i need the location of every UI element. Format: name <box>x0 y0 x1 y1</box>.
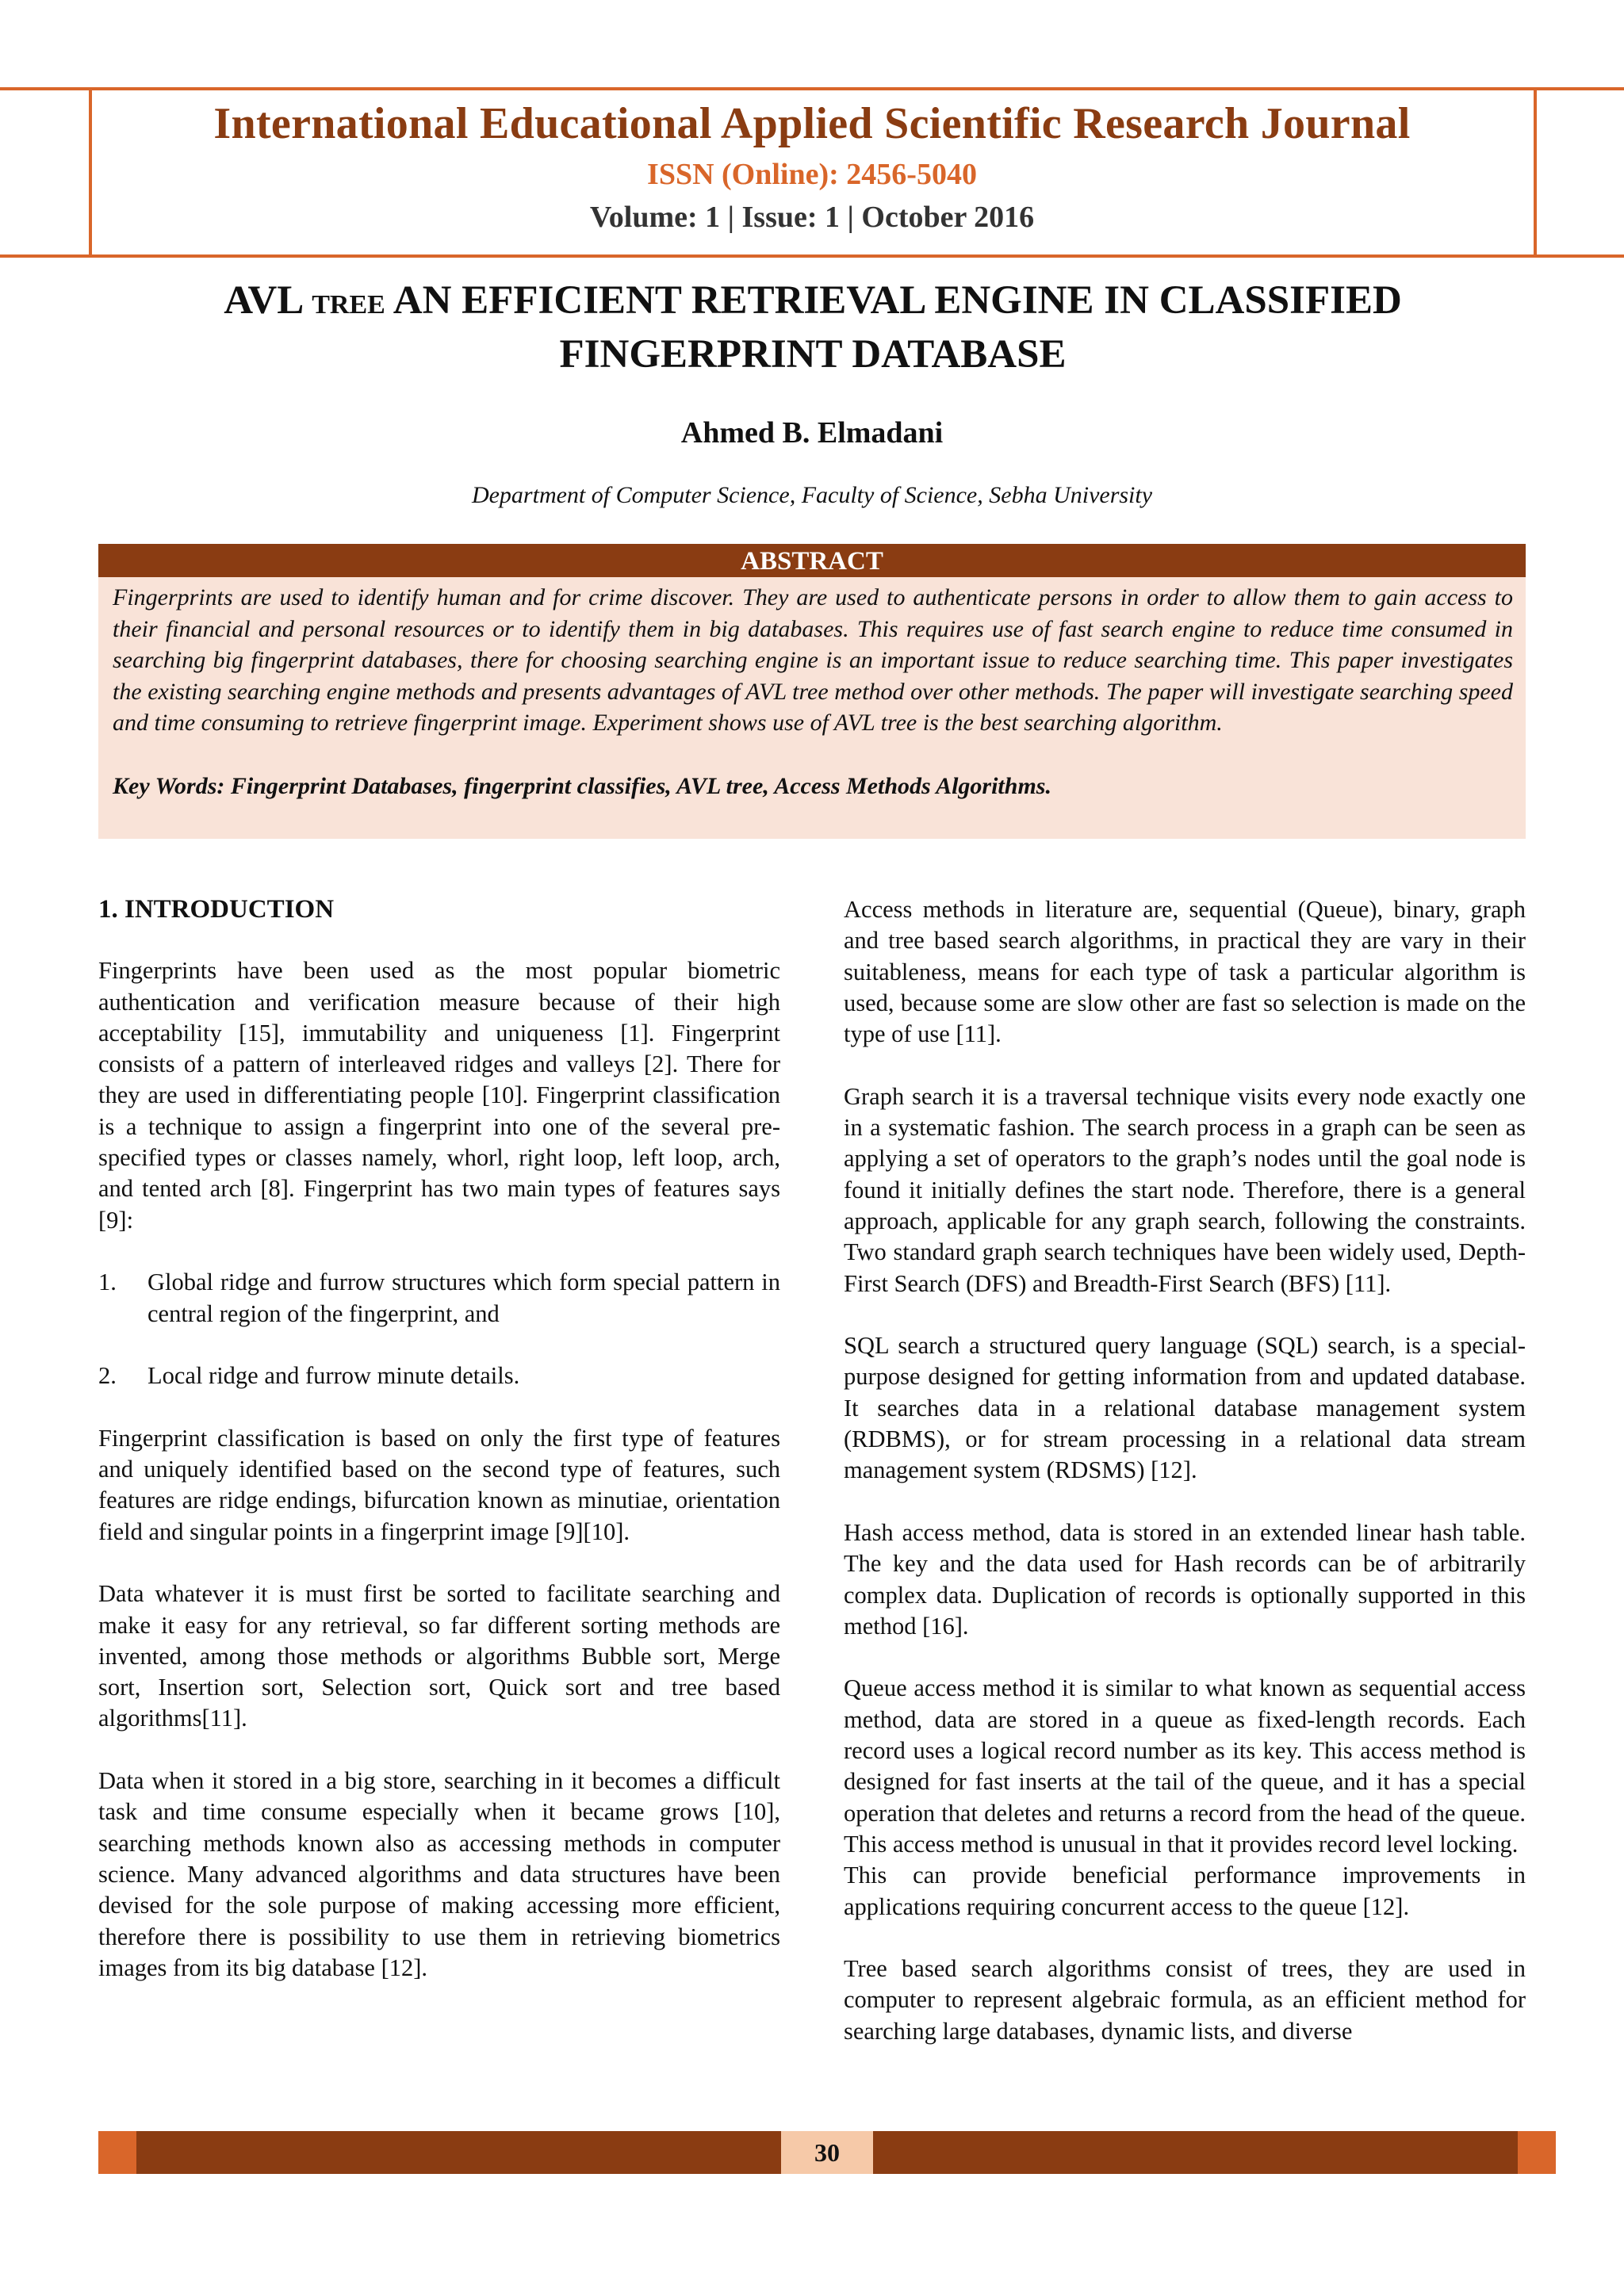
list-item <box>98 1360 780 1391</box>
journal-volume-issue: Volume: 1 | Issue: 1 | October 2016 <box>589 201 1035 234</box>
paper-title-line2: FINGERPRINT DATABASE <box>559 332 1067 377</box>
left-column <box>98 894 780 2015</box>
paper-title <box>103 276 1522 379</box>
list-item-text: Local ridge and furrow minute details. <box>147 1362 520 1390</box>
journal-title: International Educational Applied Scientific Research Journal <box>213 99 1411 148</box>
section-heading-introduction: 1. INTRODUCTION <box>98 895 335 924</box>
journal-issn: ISSN (Online): 2456-5040 <box>647 158 977 191</box>
access-methods-paragraph: Access methods in literature are, sequential (Queue), binary, graph and tree based search algorithms, in practical they are vary in their suitableness, means for each type of task a particular algorithm is used, because some are slow other are fast so selection is made on the type of use [11]. <box>844 896 1526 1048</box>
paper-title-small: TREE <box>312 290 385 320</box>
abstract-text: Fingerprints are used to identify human and for crime discover. They are used to authenticate persons in order to allow them to gain access to their financial and personal resources or to identify them in big databases. This requires use of fast search engine to reduce time consumed in searching big fingerprint databases, there for choosing searching engine is an important issue to reduce searching time. This paper investigates the existing searching engine methods and presents advantages of AVL tree method over other methods. The paper will investigate searching speed and time consuming to retrieve fingerprint image. Experiment shows use of AVL tree is the best searching algorithm. <box>113 584 1513 736</box>
abstract-keywords: Key Words: Fingerprint Databases, fingerprint classifies, AVL tree, Access Methods Algorithms. <box>113 772 1051 799</box>
sql-search-paragraph: SQL search a structured query language (SQL) search, is a special-purpose designed for getting information from and updated database. It searches data in a relational database management system (RDBMS), or for stream processing in a relational data stream management system (RDSMS) [12]. <box>844 1332 1526 1484</box>
list-item-text: Global ridge and furrow structures which form special pattern in central region of the fingerprint, and <box>147 1269 780 1327</box>
list-item-number: 1. <box>98 1269 117 1296</box>
hash-access-paragraph: Hash access method, data is stored in an extended linear hash table. The key and the data used for Hash records can be of arbitrarily complex data. Duplication of records is optionally supported in this method [16]. <box>844 1518 1526 1640</box>
tree-search-paragraph: Tree based search algorithms consist of trees, they are used in computer to represent algebraic formula, as an efficient method for searching large databases, dynamic lists, and diverse <box>844 1955 1526 2045</box>
queue-benefit-paragraph: This can provide beneficial performance improvements in applications requiring concurrent access to the queue [12]. <box>844 1862 1526 1920</box>
intro-paragraph-1: Fingerprints have been used as the most popular biometric authentication and verification measure because of their high acceptability [15], immutability and uniqueness [1]. Fingerprint consists of a pattern of interleaved ridges and valleys [2]. There for they are used in differentiating people [10]. Fingerprint classification is a technique to assign a fingerprint into one of the several pre-specified types or classes namely, whorl, right loop, left loop, arch, and tented arch [8]. Fingerprint has two main types of features says [9]: <box>98 957 780 1234</box>
paper-title-part2: AN EFFICIENT RETRIEVAL ENGINE IN CLASSIFIED <box>393 278 1402 323</box>
page-number: 30 <box>781 2131 873 2174</box>
author-affiliation: Department of Computer Science, Faculty of Science, Sebha University <box>471 482 1153 508</box>
paper-title-part1: AVL <box>224 278 302 323</box>
right-column <box>844 894 1526 2078</box>
footer-right-cap <box>1518 2131 1556 2174</box>
list-item-number: 2. <box>98 1362 117 1390</box>
list-item <box>98 1267 780 1330</box>
abstract-box <box>98 577 1526 839</box>
queue-access-paragraph: Queue access method it is similar to what known as sequential access method, data are stored in a queue as fixed-length records. Each record uses a logical record number as its key. This access method is designed for fast inserts at the tail of the queue, and it has a special operation that deletes and returns a record from the head of the queue. This access method is unusual in that it provides record level locking. <box>844 1674 1526 1858</box>
footer-left-cap <box>98 2131 136 2174</box>
intro-paragraph-4: Data when it stored in a big store, searching in it becomes a difficult task and time consume especially when it became grows [10], searching methods known also as accessing methods in computer science. Many advanced algorithms and data structures have been devised for the sole purpose of making accessing more efficient, therefore there is possibility to use them in retrieving biometrics images from its big database [12]. <box>98 1767 780 1981</box>
intro-paragraph-2: Fingerprint classification is based on only the first type of features and uniquely identified based on the second type of features, such features are ridge endings, bifurcation known as minutiae, orientation field and singular points in a fingerprint image [9][10]. <box>98 1424 780 1545</box>
abstract-heading: ABSTRACT <box>98 544 1526 577</box>
intro-paragraph-3: Data whatever it is must first be sorted to facilitate searching and make it easy for any retrieval, so far different sorting methods are invented, among those methods or algorithms Bubble sort, Merge sort, Insertion sort, Selection sort, Quick sort and tree based algorithms[11]. <box>98 1580 780 1732</box>
graph-search-paragraph: Graph search it is a traversal technique visits every node exactly one in a systematic fashion. The search process in a graph can be seen as applying a set of operators to the graph’s nodes until the goal node is found it initially defines the start node. Therefore, there is a general approach, applicable for any graph search, following the constraints. Two standard graph search techniques have been widely used, Depth-First Search (DFS) and Breadth-First Search (BFS) [11]. <box>844 1082 1526 1297</box>
author-name: Ahmed B. Elmadani <box>680 416 944 450</box>
